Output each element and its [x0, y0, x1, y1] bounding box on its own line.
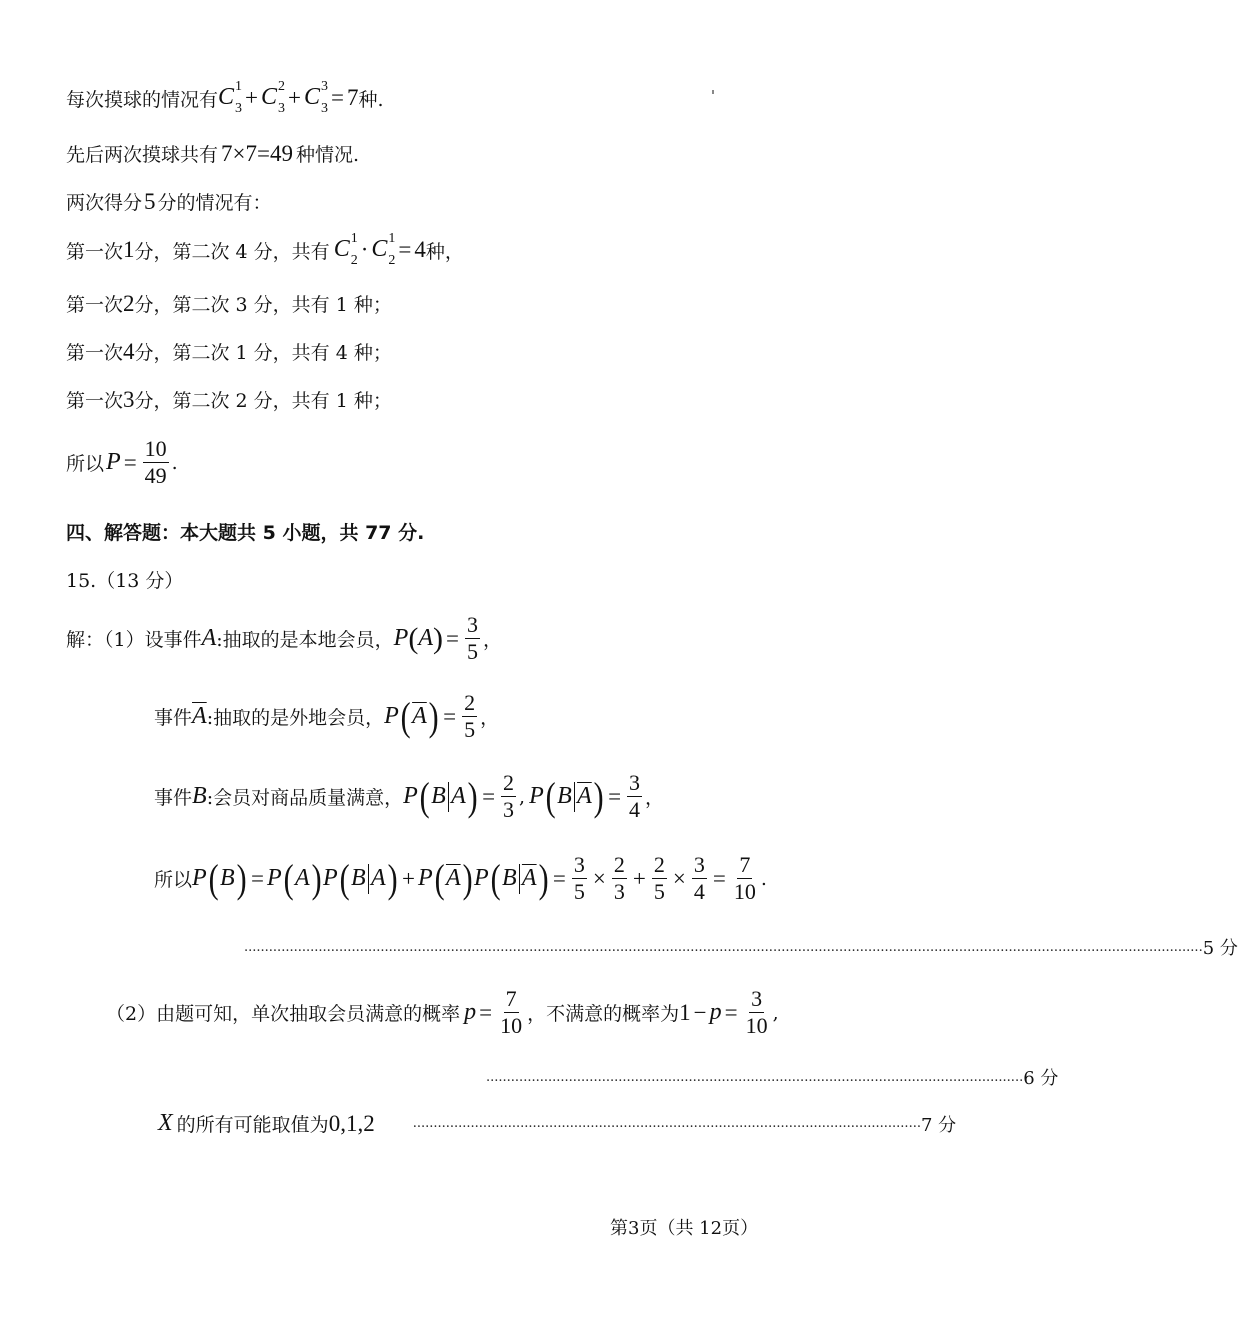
combination-c3-1: C 1 3 [218, 79, 243, 117]
combination-c2-1b: C 1 2 [371, 231, 396, 269]
part-2-line: （2）由题可知，单次抽取会员满意的概率 p = $\frac{7}{10}$ ，不满意的概率为 1 − p = $\frac{3}{10}$ , [106, 986, 779, 1038]
line-6-pre: 第一次 [66, 342, 124, 364]
x-values: 0,1,2 [328, 1110, 375, 1136]
combination-c3-3: C 3 3 [304, 79, 329, 117]
line-4-post: 种， [425, 240, 464, 263]
page-footer: 第3页（共 12页） [610, 1218, 759, 1239]
line-1-post: 种. [358, 88, 384, 111]
solution-2-text: :抽取的是外地会员， [206, 707, 385, 729]
line-1-pre: 每次摸球的情况有 [66, 88, 219, 111]
line-2-pre: 先后两次摸球共有 [66, 144, 219, 166]
line-4: 第一次 1 分，第二次 4 分，共有 C 1 2 · C 1 2 = 4 种， [66, 231, 464, 269]
line-8: 所以 P = $\frac{10}{49}$ . [66, 436, 178, 488]
section-heading: 四、解答题：本大题共 5 小题，共 77 分. [66, 522, 425, 544]
line-4-result: 4 [414, 237, 426, 263]
fraction-p-a-bar: $\frac{2}{5}$ [464, 690, 476, 742]
part-2-mid: ，不满意的概率为 [527, 1003, 680, 1025]
line-4-pre: 第一次 [66, 240, 124, 263]
line-3-num: 5 [144, 188, 156, 214]
fraction-p-b-given-a: $\frac{2}{3}$ [503, 770, 515, 822]
solution-3-pre: 事件 [154, 787, 193, 809]
line-5-pre: 第一次 [66, 294, 124, 316]
score-7: 7 分 [920, 1114, 957, 1136]
line-1: 每次摸球的情况有 C 1 3 + C 2 3 + C 3 3 = 7 种. [66, 79, 384, 117]
score-line-5: ........................................................................................................................................................................................................................................ 5 分 [244, 934, 840, 960]
line-3-pre: 两次得分 [66, 192, 143, 214]
question-number: 15.（13 分） [66, 570, 184, 592]
line-7-post: 分，第二次 2 分，共有 1 种； [134, 390, 392, 412]
score-5: 5 分 [1202, 938, 1238, 959]
solution-3-text: :会员对商品质量满意， [206, 787, 404, 809]
line-7 [66, 386, 392, 413]
solution-1-text: :抽取的是本地会员， [216, 629, 394, 651]
solution-1-pre: 解：（1）设事件 [66, 629, 202, 651]
score-6: 6 分 [1023, 1068, 1059, 1089]
part-2-pre: （2）由题可知，单次抽取会员满意的概率 [106, 1003, 461, 1025]
combination-c3-2: C 2 3 [261, 79, 286, 117]
fraction-10-49: $\frac{10}{49}$ [144, 436, 167, 488]
stray-mark [712, 90, 714, 94]
line-1-result: 7 [347, 85, 359, 111]
line-7-num: 3 [123, 386, 135, 412]
line-7-pre: 第一次 [66, 390, 124, 412]
line-6-num: 4 [123, 338, 135, 364]
line-2-expr: 7×7=49 [221, 140, 293, 166]
solution-line-4: 所以 P ( B ) = P ( A ) P ( B A ) + P ( $\overline{A}$ ) P ( B $\overline{A}$ ) = $\frac{3}{5}$ × $\frac{2}{3}$ + $\frac{2}{5}$ × $\frac{3}{4}$ = $\frac{7}{10}$ . [154, 852, 767, 904]
solution-line-1: 解：（1）设事件 A :抽取的是本地会员， P ( A ) = $\frac{3}{5}$ ， [66, 612, 503, 664]
solution-2-pre: 事件 [154, 707, 193, 729]
combination-c2-1a: C 1 2 [333, 231, 358, 269]
x-values-text: 的所有可能取值为 [176, 1114, 329, 1136]
line-5 [66, 290, 392, 317]
line-6-post: 分，第二次 1 分，共有 4 种； [134, 342, 392, 364]
line-5-num: 2 [123, 290, 135, 316]
line-2 [66, 140, 359, 167]
fraction-result-7-10: $\frac{7}{10}$ [733, 852, 756, 904]
line-6 [66, 338, 392, 365]
line-3 [66, 188, 272, 215]
solution-4-pre: 所以 [154, 869, 193, 891]
line-4-mid: 分，第二次 4 分，共有 [134, 240, 330, 263]
fraction-p-b-given-a-bar: $\frac{3}{4}$ [629, 770, 641, 822]
line-4-num: 1 [123, 237, 135, 263]
line-2-post: 种情况. [295, 144, 360, 166]
fraction-p-a: $\frac{3}{5}$ [467, 612, 478, 664]
line-5-post: 分，第二次 3 分，共有 1 种； [134, 294, 392, 316]
solution-line-2: 事件 $\overline{A}$ :抽取的是外地会员， P ( $\overline{A}$ ) = $\frac{2}{5}$ ， [154, 690, 500, 742]
solution-line-3: 事件 B :会员对商品质量满意， P ( B A ) = $\frac{2}{3}$ , P ( B $\overline{A}$ ) = $\frac{3}{4}$ ， [154, 770, 665, 822]
score-line-6: .................................................................................................................................. 6 分 [486, 1064, 840, 1090]
line-8-pre: 所以 [66, 453, 105, 475]
x-values-line: X 的所有可能取值为 0,1,2 ........................................................................................................................... 7 分 [158, 1110, 957, 1136]
line-3-post: 分的情况有： [157, 192, 272, 214]
